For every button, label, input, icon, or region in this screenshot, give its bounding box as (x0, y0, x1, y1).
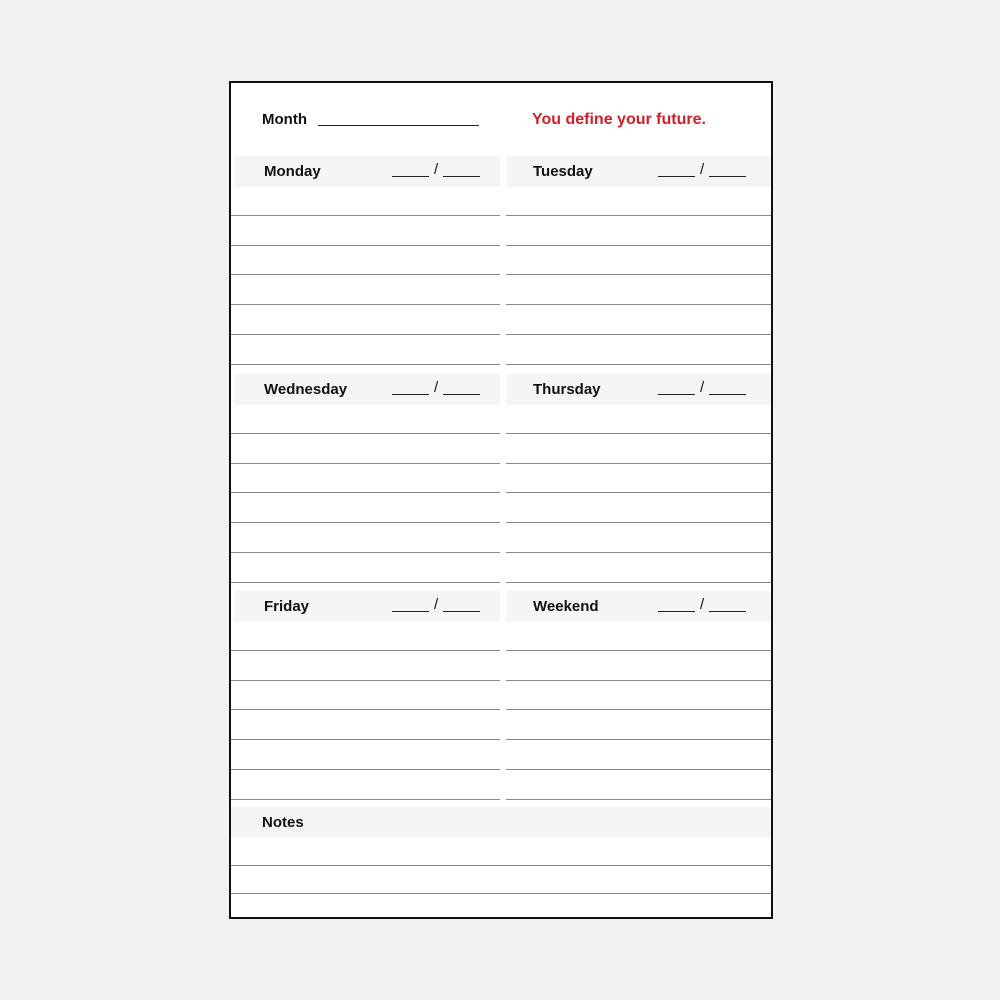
day-header-monday (234, 156, 500, 187)
writing-line[interactable] (506, 522, 771, 523)
writing-line[interactable] (231, 433, 500, 434)
notes-label: Notes (262, 814, 304, 831)
writing-line[interactable] (506, 769, 771, 770)
day-header-friday (234, 591, 500, 622)
day-blank[interactable] (392, 598, 429, 612)
month-blank[interactable] (443, 381, 480, 395)
writing-line[interactable] (506, 799, 771, 800)
writing-line[interactable] (506, 215, 771, 216)
writing-line[interactable] (506, 364, 771, 365)
writing-line[interactable] (231, 334, 500, 335)
writing-line[interactable] (231, 522, 500, 523)
day-blank[interactable] (658, 163, 695, 177)
day-label: Thursday (533, 381, 601, 398)
day-label: Tuesday (533, 163, 593, 180)
day-header-thursday (506, 374, 771, 405)
day-blank[interactable] (392, 381, 429, 395)
writing-line[interactable] (231, 769, 500, 770)
writing-line[interactable] (506, 304, 771, 305)
month-label: Month (262, 111, 307, 128)
date-field[interactable]: / (658, 597, 746, 612)
writing-line[interactable] (506, 650, 771, 651)
writing-line[interactable] (231, 680, 500, 681)
day-label: Friday (264, 598, 310, 615)
day-header-weekend (506, 591, 771, 622)
writing-line[interactable] (506, 463, 771, 464)
writing-line[interactable] (231, 739, 500, 740)
day-header-wednesday (234, 374, 500, 405)
writing-line[interactable] (506, 334, 771, 335)
writing-line[interactable] (231, 582, 500, 583)
writing-line[interactable] (506, 245, 771, 246)
day-label: Monday (264, 163, 321, 180)
writing-line[interactable] (506, 274, 771, 275)
month-input-line[interactable] (318, 125, 479, 126)
date-field[interactable]: / (392, 380, 480, 395)
notes-line[interactable] (231, 865, 771, 866)
writing-line[interactable] (231, 463, 500, 464)
writing-line[interactable] (231, 364, 500, 365)
writing-line[interactable] (231, 799, 500, 800)
writing-line[interactable] (231, 552, 500, 553)
date-field[interactable]: / (392, 597, 480, 612)
writing-line[interactable] (506, 433, 771, 434)
day-blank[interactable] (392, 163, 429, 177)
date-field[interactable]: / (658, 380, 746, 395)
writing-line[interactable] (506, 552, 771, 553)
day-blank[interactable] (658, 381, 695, 395)
writing-line[interactable] (231, 215, 500, 216)
writing-line[interactable] (506, 739, 771, 740)
month-blank[interactable] (709, 163, 746, 177)
motto-text: You define your future. (532, 111, 706, 128)
writing-line[interactable] (231, 709, 500, 710)
weekly-planner-page (229, 81, 773, 919)
month-blank[interactable] (709, 381, 746, 395)
date-field[interactable]: / (392, 162, 480, 177)
writing-line[interactable] (231, 492, 500, 493)
writing-line[interactable] (231, 650, 500, 651)
day-header-tuesday (506, 156, 771, 187)
writing-line[interactable] (506, 582, 771, 583)
writing-line[interactable] (231, 304, 500, 305)
month-blank[interactable] (709, 598, 746, 612)
day-blank[interactable] (658, 598, 695, 612)
notes-line[interactable] (231, 893, 771, 894)
notes-header (231, 807, 771, 838)
writing-line[interactable] (231, 274, 500, 275)
writing-line[interactable] (231, 245, 500, 246)
date-field[interactable]: / (658, 162, 746, 177)
month-blank[interactable] (443, 163, 480, 177)
day-label: Wednesday (264, 381, 348, 398)
month-blank[interactable] (443, 598, 480, 612)
writing-line[interactable] (506, 680, 771, 681)
day-label: Weekend (533, 598, 599, 615)
writing-line[interactable] (506, 709, 771, 710)
writing-line[interactable] (506, 492, 771, 493)
